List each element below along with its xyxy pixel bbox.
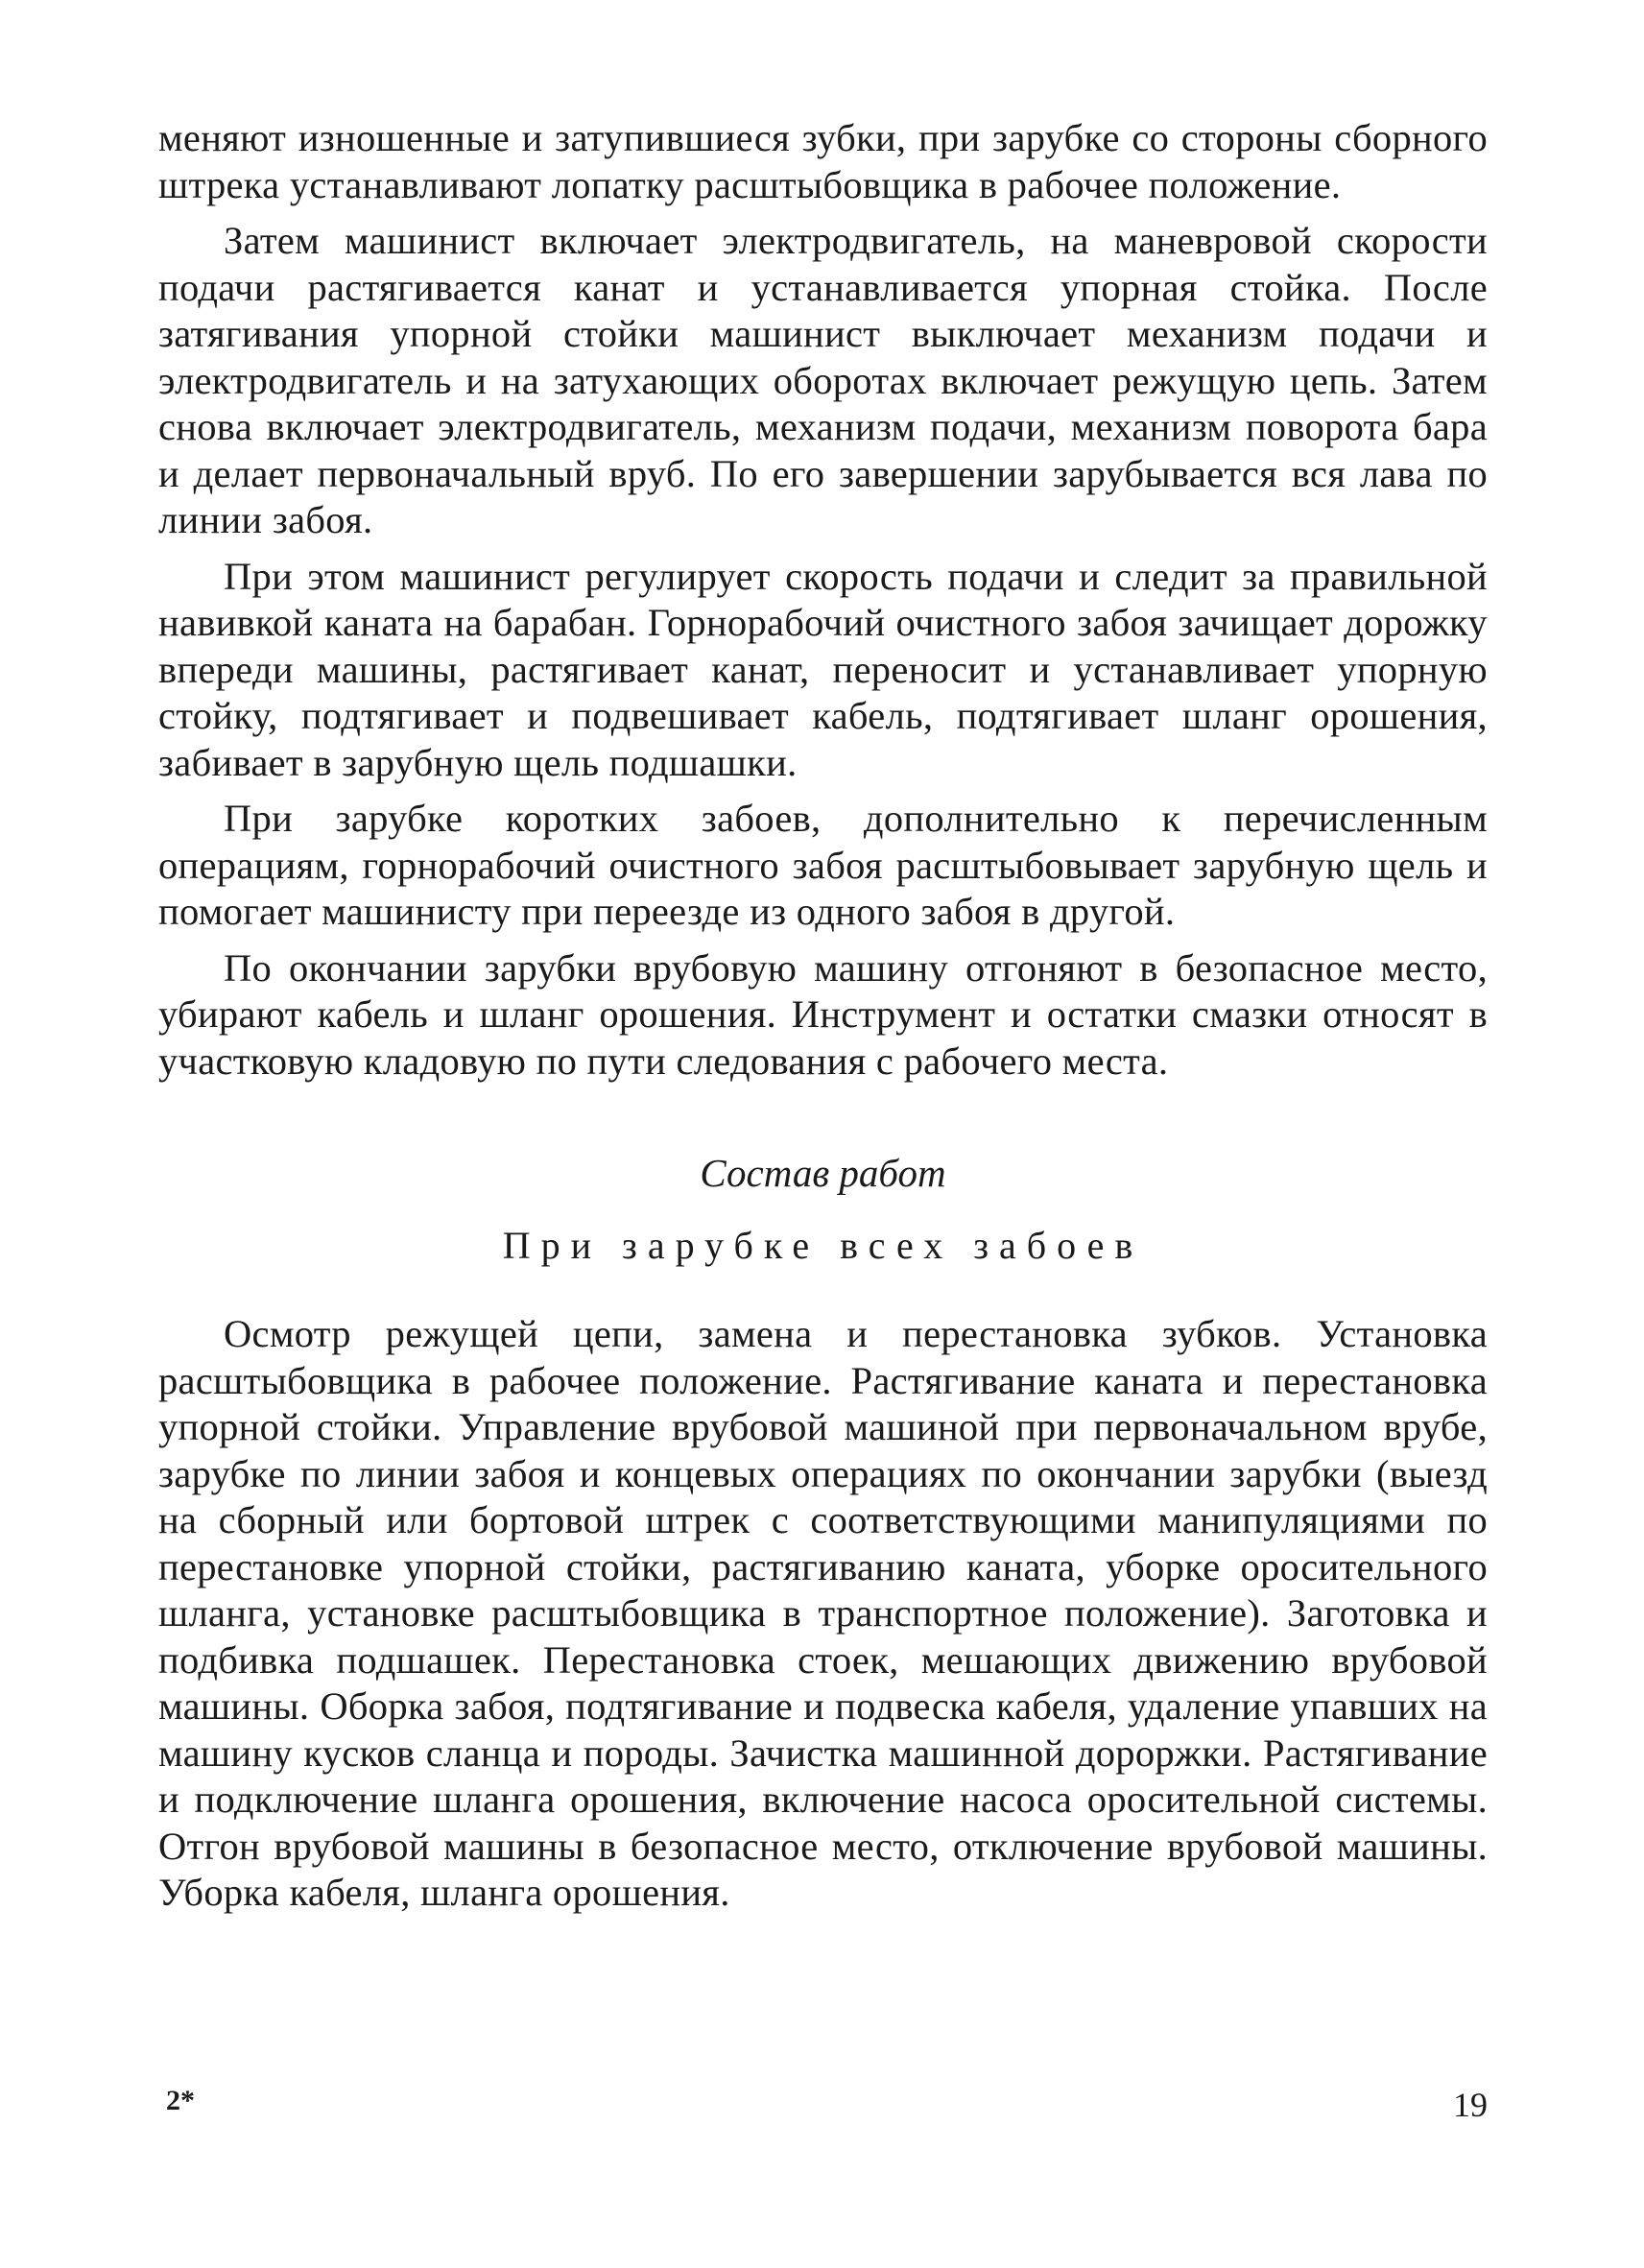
page-number: 19: [1453, 2086, 1488, 2124]
page-body: [158, 115, 1488, 1926]
paragraph-2: Затем машинист включает электродвигатель, на маневровой скорости подачи растягивается канат и устанавливается упорная стойка. После затягивания упорной стойки машинист выключает механизм подачи и электродвигатель и на затухающих оборотах включает режущую цепь. Затем снова включает электродвигатель, механизм подачи, механизм поворота бара и делает первоначальный вруб. По его завершении зарубывается вся лава по линии забоя.: [158, 219, 1488, 541]
paragraph-5: По окончании зарубки врубовую машину отгоняют в безопасное место, убирают кабель и шланг орошения. Инструмент и остатки смазки относят в участковую кладовую по пути следования с рабочего места.: [158, 945, 1488, 1083]
paragraph-3: При этом машинист регулирует скорость подачи и следит за правильной навивкой каната на барабан. Горнорабочий очистного забоя зачищает дорожку впереди машины, растягивает канат, переносит и устанавливает упорную стойку, подтягивает и подвешивает кабель, подтягивает шланг орошения, забивает в зарубную щель подшашки.: [158, 554, 1488, 784]
page-footer: [158, 2085, 1488, 2133]
section-title: Состав работ: [700, 1151, 946, 1195]
paragraph-1: меняют изношенные и затупившиеся зубки, при зарубке со стороны сборного штрека устанавливают лопатку расштыбовщика в рабочее положение.: [158, 116, 1488, 206]
paragraph-work-list: Осмотр режущей цепи, замена и перестановка зубков. Установка расштыбовщика в рабочее положение. Растягивание каната и перестановка упорной стойки. Управление врубовой машиной при первоначальном врубе, зарубке по линии забоя и концевых операциях по окончании зарубки (выезд на сборный или бортовой штрек с соответствующими манипуляциями по перестановке упорной стойки, растягиванию каната, уборке оросительного шланга, установке расштыбовщика в транспортное положение). Заготовка и подбивка подшашек. Перестановка стоек, мешающих движению врубовой машины. Оборка забоя, подтягивание и подвеска кабеля, удаление упавших на машину кусков сланца и породы. Зачистка машинной дороржки. Растягивание и подключение шланга орошения, включение насоса оросительной системы. Отгон врубовой машины в безопасное место, отключение врубовой машины. Уборка кабеля, шланга орошения.: [158, 1312, 1488, 1914]
subsection-title: При зарубке всех забоев: [502, 1224, 1144, 1267]
signature-mark: 2*: [166, 2085, 195, 2116]
paragraph-4: При зарубке коротких забоев, дополнительно к перечисленным операциям, горнорабочий очистного забоя расштыбовывает зарубную щель и помогает машинисту при переезде из одного забоя в другой.: [158, 797, 1488, 933]
